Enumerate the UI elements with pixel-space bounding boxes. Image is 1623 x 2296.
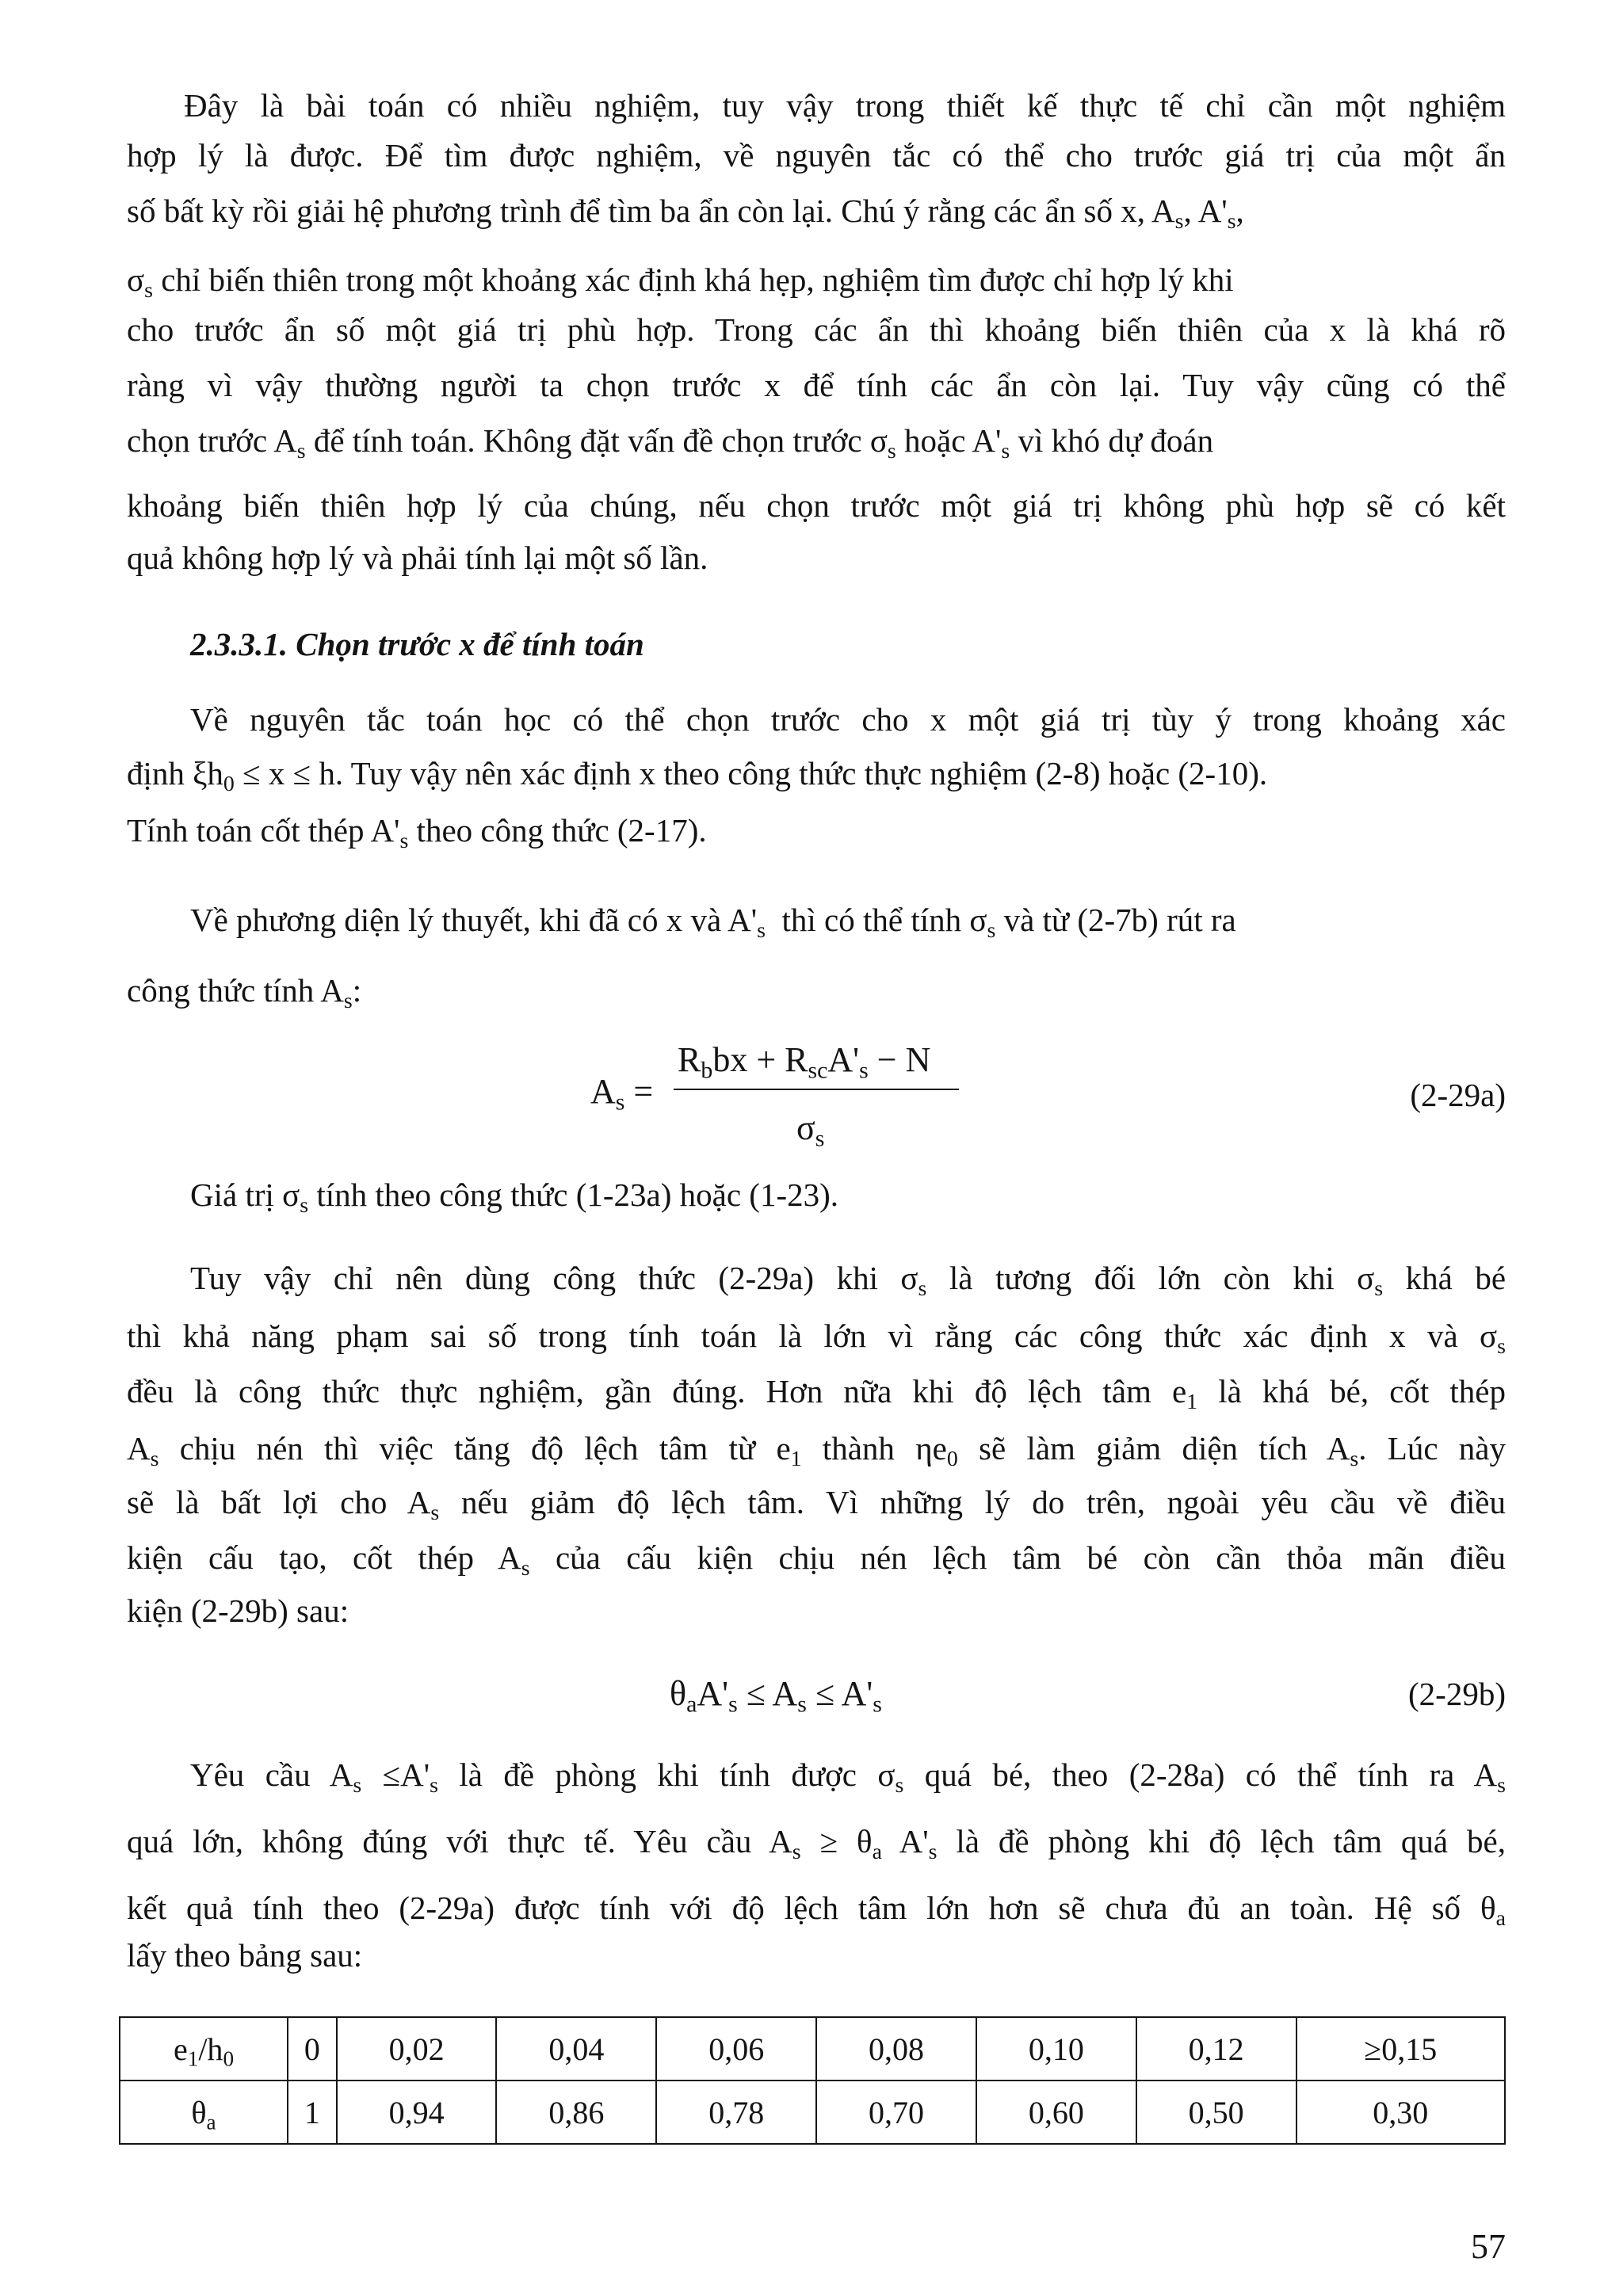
paragraph-line: Tính toán cốt thép $A'_s$ theo công thức (2-17).	[127, 812, 707, 853]
table-cell: ≥0,15	[1296, 2017, 1505, 2081]
table-cell: 0,30	[1296, 2081, 1505, 2144]
paragraph-line: kết quả tính theo (2-29a) được tính với độ lệch tâm lớn hơn sẽ chưa đủ an toàn. Hệ số $\theta_a$	[127, 1890, 1506, 1931]
paragraph-line: kiện (2-29b) sau:	[127, 1592, 349, 1629]
paragraph-line: công thức tính $A_s$:	[127, 972, 362, 1013]
paragraph-line: quá lớn, không đúng với thực tế. Yêu cầu $A_s \ge \theta_a$ $A'_s$ là đề phòng khi độ lệch tâm quá bé,	[127, 1823, 1506, 1864]
paragraph-line: Giá trị $\sigma_s$ tính theo công thức (1-23a) hoặc (1-23).	[190, 1177, 839, 1218]
equation-inequality: $\theta_aA'_s \le A_s \le A'_s$	[670, 1674, 882, 1718]
paragraph-line: kiện cấu tạo, cốt thép $A_s$ của cấu kiện chịu nén lệch tâm bé còn cần thỏa mãn điều	[127, 1539, 1506, 1581]
paragraph-line: $\sigma_s$ chỉ biến thiên trong một khoảng xác định khá hẹp, nghiệm tìm được chỉ hợp lý khi	[127, 261, 1234, 303]
paragraph-line: khoảng biến thiên hợp lý của chúng, nếu chọn trước một giá trị không phù hợp sẽ có kết	[127, 487, 1506, 524]
table-cell: 0,04	[496, 2017, 656, 2081]
table-cell: 0,06	[656, 2017, 816, 2081]
equation-lhs: $A_s$ =	[590, 1072, 654, 1116]
paragraph-line: $A_s$ chịu nén thì việc tăng độ lệch tâm từ $e_1$ thành $\eta e_0$ sẽ làm giảm diện tích $A_s$. Lúc này	[127, 1430, 1506, 1471]
paragraph-line: thì khả năng phạm sai số trong tính toán là lớn vì rằng các công thức xác định x và $\sigma_s$	[127, 1318, 1506, 1359]
paragraph-line: Đây là bài toán có nhiều nghiệm, tuy vậy trong thiết kế thực tế chỉ cần một nghiệm	[184, 87, 1506, 124]
equation-number: (2-29b)	[1408, 1676, 1506, 1712]
paragraph-line: Yêu cầu $A_s \le A'_s$ là đề phòng khi tính được $\sigma_s$ quá bé, theo (2-28a) có thể tính ra $A_s$	[190, 1756, 1506, 1798]
table-row-e1-h0	[120, 2017, 1505, 2081]
table-cell: 0,10	[976, 2017, 1136, 2081]
table-cell: 0,60	[976, 2081, 1136, 2144]
table-cell: 0,94	[337, 2081, 497, 2144]
paragraph-line: số bất kỳ rồi giải hệ phương trình để tìm ba ẩn còn lại. Chú ý rằng các ẩn số x, $A_s$, $A'_s$,	[127, 193, 1244, 234]
paragraph-line: sẽ là bất lợi cho $A_s$ nếu giảm độ lệch tâm. Vì những lý do trên, ngoài yêu cầu về điều	[127, 1484, 1506, 1525]
equation-number: (2-29a)	[1410, 1077, 1506, 1113]
table-cell: 0,70	[816, 2081, 976, 2144]
paragraph-line: Về phương diện lý thuyết, khi đã có x và $A'_s$ thì có thể tính $\sigma_s$ và từ (2-7b) rút ra	[190, 902, 1236, 943]
paragraph-line: định $\xi h_0 \le x \le h$. Tuy vậy nên xác định x theo công thức thực nghiệm (2-8) hoặc (2-10).	[127, 755, 1268, 796]
table-row-label: $\theta_a$	[120, 2081, 288, 2144]
equation-numerator: $R_bbx + R_{sc}A'_s - N$	[678, 1040, 931, 1084]
table-cell: 0	[288, 2017, 337, 2081]
table-row-label: $e_1/h_0$	[120, 2017, 288, 2081]
paragraph-line: ràng vì vậy thường người ta chọn trước x để tính các ẩn còn lại. Tuy vậy cũng có thể	[127, 367, 1506, 403]
paragraph-line: cho trước ẩn số một giá trị phù hợp. Trong các ẩn thì khoảng biến thiên của x là khá rõ	[127, 311, 1506, 348]
paragraph-line: chọn trước $A_s$ để tính toán. Không đặt vấn đề chọn trước $\sigma_s$ hoặc $A'_s$ vì khó dự đoán	[127, 422, 1214, 463]
fraction-bar	[674, 1089, 959, 1090]
table-cell: 0,50	[1136, 2081, 1296, 2144]
paragraph-line: Tuy vậy chỉ nên dùng công thức (2-29a) khi $\sigma_s$ là tương đối lớn còn khi $\sigma_s$ khá bé	[190, 1260, 1507, 1301]
table-row-theta-a	[120, 2081, 1505, 2144]
equation-denominator: $\sigma_s$	[796, 1108, 825, 1152]
paragraph-line: lấy theo bảng sau:	[127, 1937, 363, 1974]
table-cell: 0,86	[496, 2081, 656, 2144]
theta-coefficient-table	[119, 2016, 1506, 2145]
section-heading: 2.3.3.1. Chọn trước x để tính toán	[190, 626, 644, 662]
paragraph-line: hợp lý là được. Để tìm được nghiệm, về nguyên tắc có thể cho trước giá trị của một ẩn	[127, 137, 1506, 174]
table-cell: 0,78	[656, 2081, 816, 2144]
paragraph-line: đều là công thức thực nghiệm, gần đúng. Hơn nữa khi độ lệch tâm $e_1$ là khá bé, cốt thép	[127, 1373, 1506, 1414]
table-cell: 1	[288, 2081, 337, 2144]
page-number: 57	[1471, 2227, 1506, 2266]
paragraph-line: quả không hợp lý và phải tính lại một số lần.	[127, 540, 708, 576]
table-cell: 0,12	[1136, 2017, 1296, 2081]
table-cell: 0,08	[816, 2017, 976, 2081]
paragraph-line: Về nguyên tắc toán học có thể chọn trước cho x một giá trị tùy ý trong khoảng xác	[190, 701, 1506, 738]
table-cell: 0,02	[337, 2017, 497, 2081]
